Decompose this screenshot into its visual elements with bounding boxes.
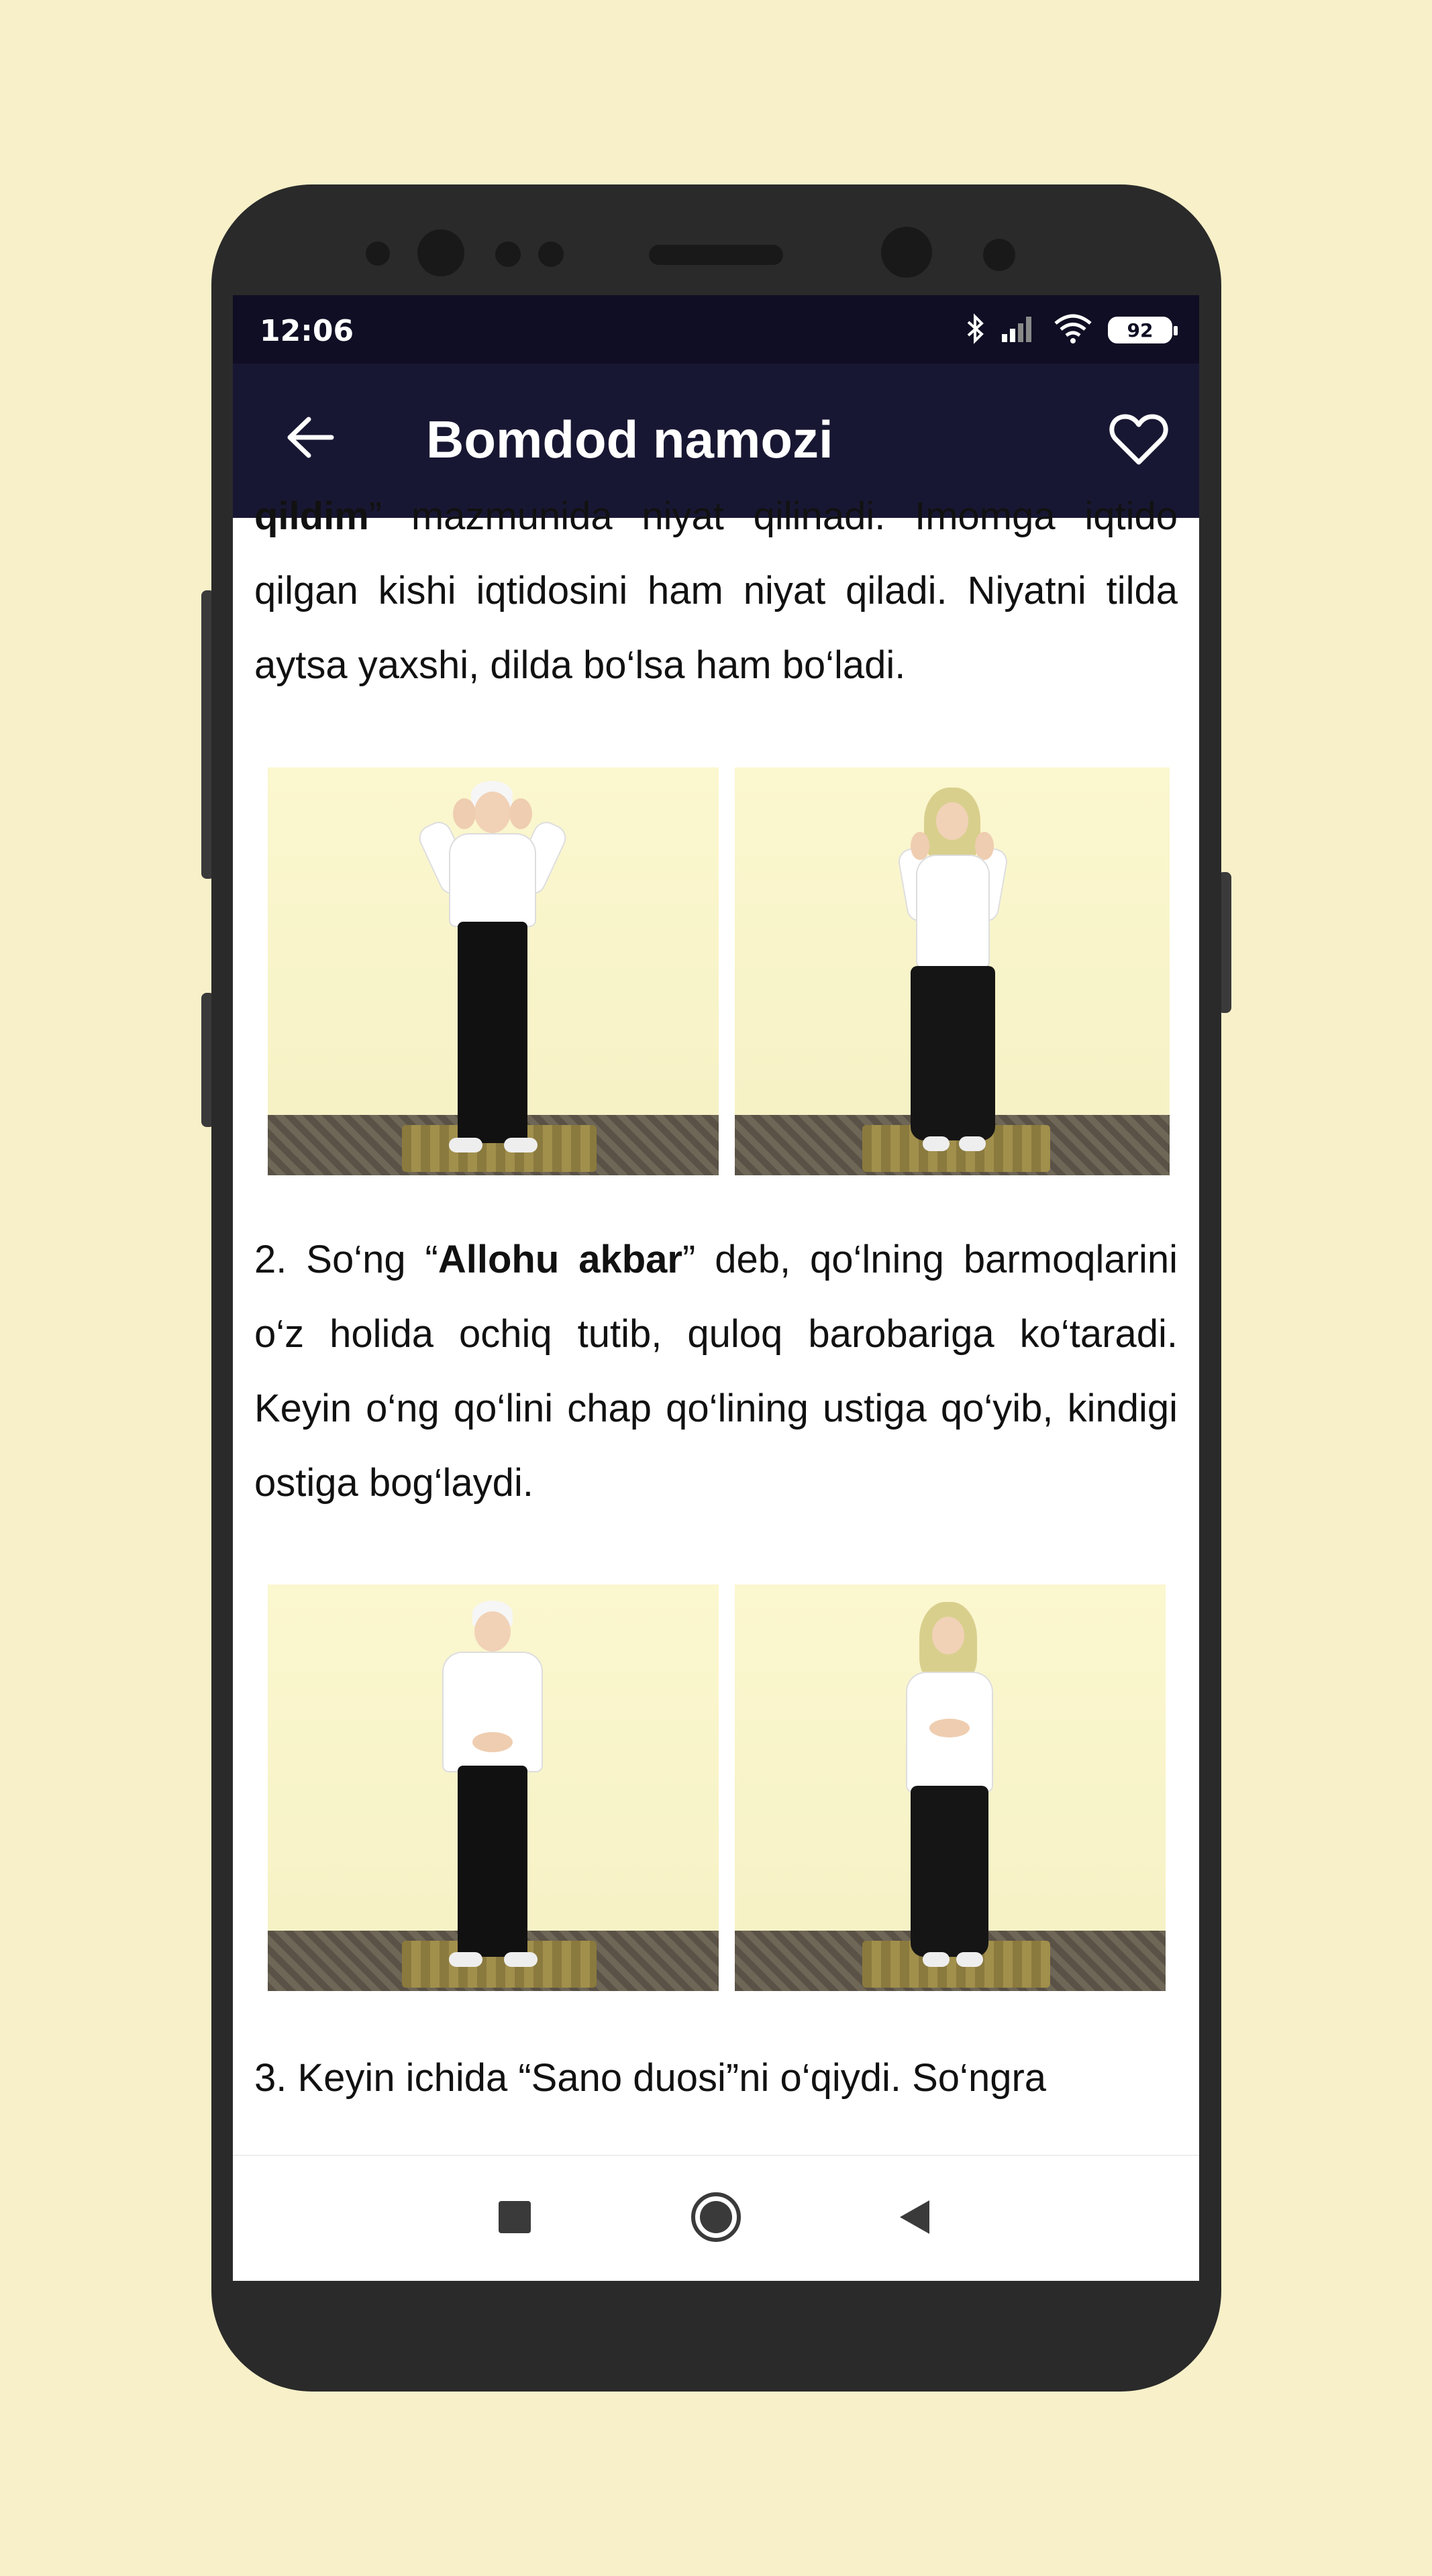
front-camera-secondary	[881, 227, 932, 278]
paragraph-text: 2. So‘ng “	[254, 1238, 438, 1281]
paragraph-text: ” deb, qo‘lning barmoqlarini o‘z holida ochiq tutib, quloq barobariga ko‘taradi. Keyin o‘ng qo‘lini chap qo‘lining ustiga qo‘yib, kindigi ostiga bog‘laydi.	[254, 1238, 1178, 1505]
status-icons	[966, 313, 1172, 347]
favorite-button[interactable]	[1102, 404, 1176, 478]
prayer-photo-boy-hands-folded	[268, 1585, 719, 1991]
paragraph-text: 3. Keyin ichida “Sano duosi”ni o‘qiydi. So‘ngra	[254, 2056, 1047, 2100]
article-paragraph-3	[254, 2041, 1178, 2115]
paragraph-text: ” mazmunida niyat qilinadi. Imomga iqtido qilgan kishi iqtidosini ham niyat qiladi. Niyatni tilda aytsa yaxshi, dilda bo‘lsa ham bo‘ladi.	[254, 494, 1178, 687]
prayer-photo-girl-hands-raised	[735, 767, 1170, 1175]
wifi-icon	[1053, 313, 1093, 347]
arrow-left-icon	[286, 417, 334, 461]
sensor-dot	[366, 241, 390, 266]
paragraph-bold-text: qildim	[254, 494, 369, 538]
sensor-dot	[495, 241, 521, 267]
back-button[interactable]	[273, 405, 347, 472]
status-time: 12:06	[260, 314, 354, 348]
bluetooth-icon	[966, 313, 986, 347]
sensor-dot	[538, 241, 564, 267]
girl-figure	[735, 1585, 1166, 1991]
home-circle-icon	[690, 2191, 742, 2246]
signal-icon	[1001, 314, 1038, 346]
heart-outline-icon	[1109, 413, 1168, 469]
girl-figure	[735, 767, 1170, 1175]
phone-screen	[233, 295, 1199, 2281]
boy-figure	[268, 767, 719, 1175]
system-back-button[interactable]	[884, 2188, 944, 2249]
prayer-photo-girl-hands-folded	[735, 1585, 1166, 1991]
front-camera	[417, 229, 464, 276]
battery-icon: 92	[1108, 317, 1172, 343]
home-button[interactable]	[686, 2188, 746, 2249]
paragraph-bold-text: Allohu akbar	[438, 1238, 682, 1281]
prayer-photo-boy-hands-raised	[268, 767, 719, 1175]
sensor-dot	[983, 239, 1015, 271]
page-title: Bomdod namozi	[426, 410, 833, 469]
earpiece-speaker	[649, 245, 783, 265]
back-triangle-icon	[896, 2198, 932, 2239]
recents-button[interactable]	[484, 2188, 545, 2249]
boy-figure	[268, 1585, 719, 1991]
status-bar	[233, 295, 1199, 364]
recents-square-icon	[497, 2199, 533, 2238]
system-navigation-bar	[233, 2155, 1199, 2281]
article-paragraph-1	[254, 479, 1178, 702]
article-scroll-area[interactable]	[233, 494, 1199, 2155]
article-paragraph-2	[254, 1222, 1178, 1520]
